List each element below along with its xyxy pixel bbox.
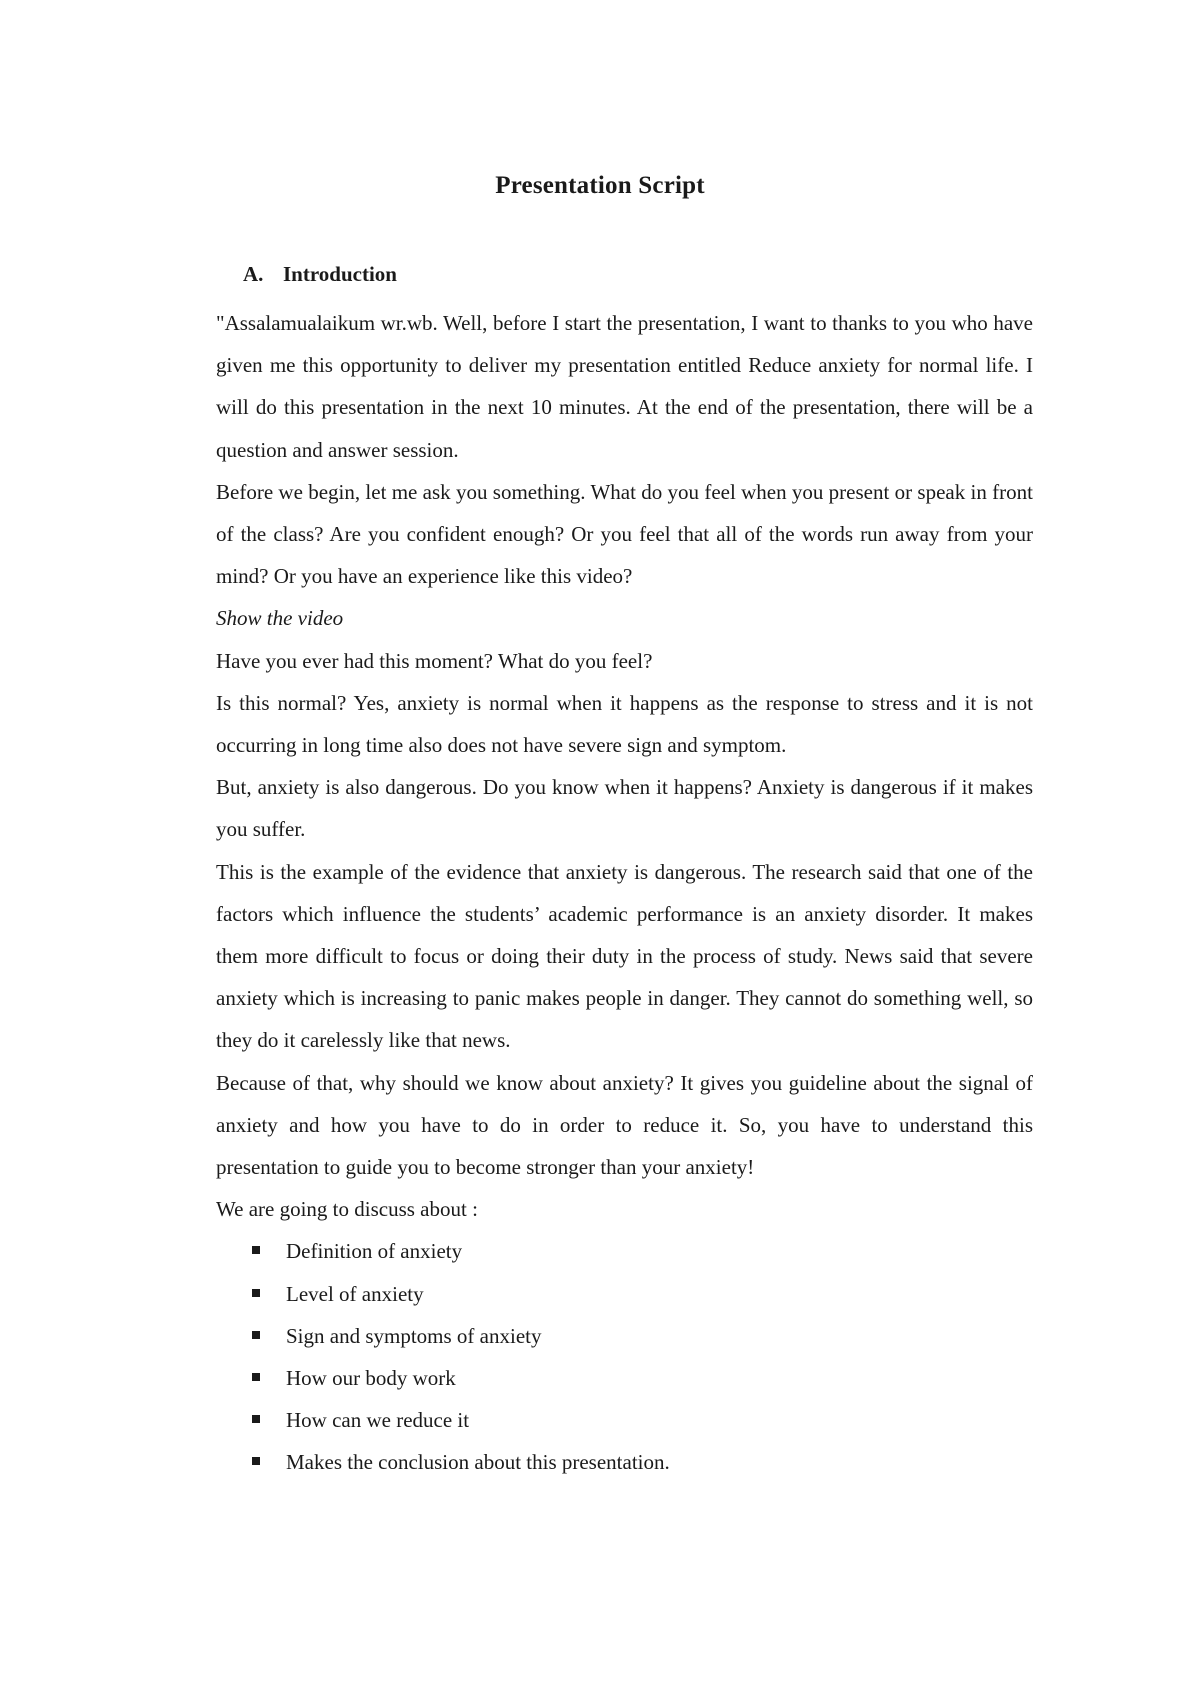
section-heading [243, 262, 397, 287]
paragraph-question: Before we begin, let me ask you something. What do you feel when you present or speak in front of the class? Are you confident enough? Or you feel that all of the words run away from your mind? Or you have an experience like this video? [216, 479, 1033, 589]
square-bullet-icon [252, 1289, 260, 1297]
topic-list [216, 1230, 1033, 1483]
square-bullet-icon [252, 1246, 260, 1254]
list-item-text: Sign and symptoms of anxiety [286, 1323, 542, 1348]
paragraph-evidence: This is the example of the evidence that anxiety is dangerous. The research said that one of the factors which influence the students’ academic performance is an anxiety disorder. It makes them more difficult to focus or doing their duty in the process of study. News said that severe anxiety which is increasing to panic makes people in danger. They cannot do something well, so they do it carelessly like that news. [216, 859, 1033, 1053]
square-bullet-icon [252, 1457, 260, 1465]
list-item-text: How our body work [286, 1366, 456, 1391]
paragraph-why: Because of that, why should we know about anxiety? It gives you guideline about the signal of anxiety and how you have to do in order to reduce it. So, you have to understand this presentation to guide you to become stronger than your anxiety! [216, 1070, 1033, 1180]
list-item-text: Definition of anxiety [286, 1239, 463, 1264]
square-bullet-icon [252, 1331, 260, 1339]
list-item-text: Makes the conclusion about this presentation. [286, 1450, 670, 1475]
stage-direction: Show the video [216, 606, 344, 631]
list-item [216, 1315, 1033, 1357]
section-letter: A. [243, 262, 264, 286]
paragraph-moment: Have you ever had this moment? What do you feel? [216, 648, 653, 673]
list-item [216, 1357, 1033, 1399]
list-item-text: Level of anxiety [286, 1281, 424, 1306]
list-item [216, 1273, 1033, 1315]
list-item [216, 1230, 1033, 1272]
paragraph-discuss: We are going to discuss about : [216, 1197, 478, 1222]
paragraph-greeting: "Assalamualaikum wr.wb. Well, before I start the presentation, I want to thanks to you who have given me this opportunity to deliver my presentation entitled Reduce anxiety for normal life. I will do this presentation in the next 10 minutes. At the end of the presentation, there will be a question and answer session. [216, 311, 1033, 462]
list-item-text: How can we reduce it [286, 1408, 470, 1433]
square-bullet-icon [252, 1415, 260, 1423]
paragraph-normal: Is this normal? Yes, anxiety is normal when it happens as the response to stress and it is not occurring in long time also does not have severe sign and symptom. [216, 690, 1033, 758]
body-text [216, 302, 1033, 1484]
section-heading-text: Introduction [283, 262, 397, 286]
document-title: Presentation Script [495, 172, 705, 199]
paragraph-dangerous: But, anxiety is also dangerous. Do you know when it happens? Anxiety is dangerous if it makes you suffer. [216, 775, 1033, 842]
square-bullet-icon [252, 1373, 260, 1381]
list-item [216, 1399, 1033, 1441]
list-item [216, 1441, 1033, 1483]
